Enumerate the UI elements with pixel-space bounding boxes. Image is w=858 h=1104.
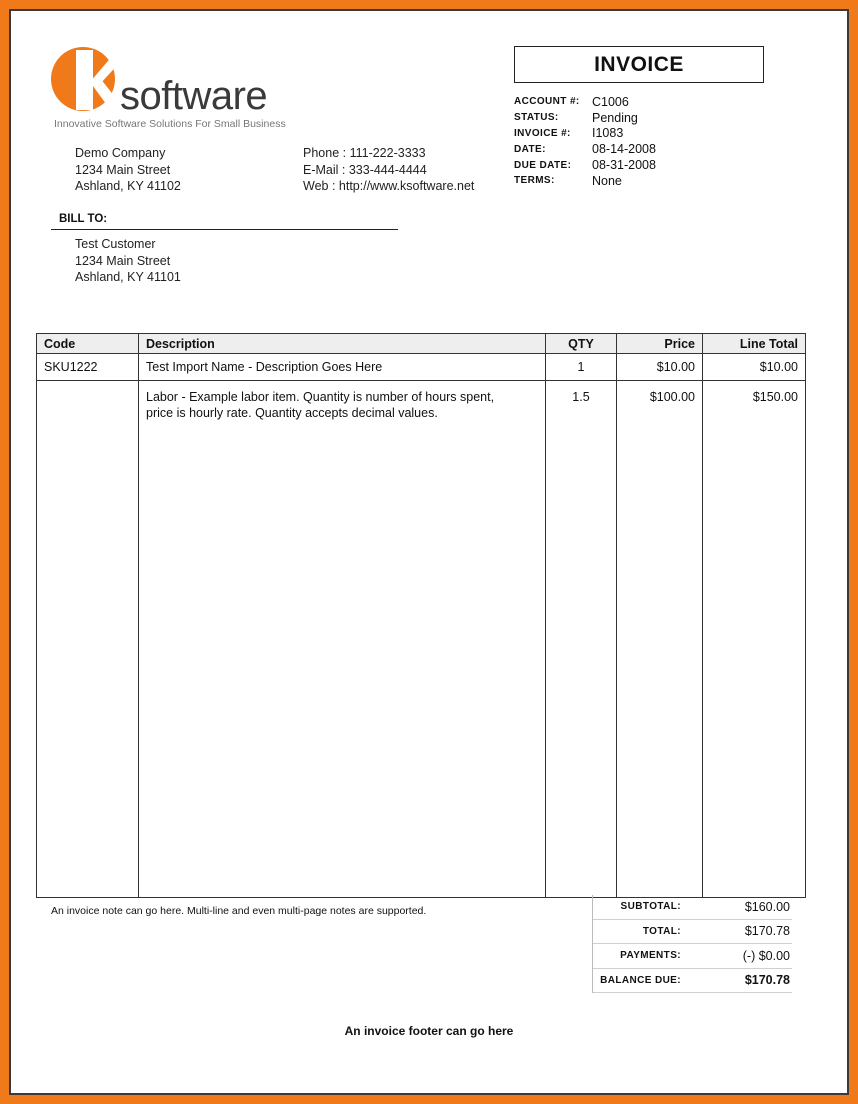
invoice-note: An invoice note can go here. Multi-line and even multi-page notes are supported. bbox=[51, 905, 427, 917]
company-address bbox=[75, 145, 181, 195]
company-email: E-Mail : 333-444-4444 bbox=[303, 162, 427, 177]
subtotal-row bbox=[593, 895, 792, 920]
balance-due-row bbox=[593, 969, 792, 994]
col-header-code: Code bbox=[37, 334, 139, 354]
total-value: $170.78 bbox=[744, 924, 790, 939]
col-header-description: Description bbox=[139, 334, 546, 354]
description-line: Labor - Example labor item. Quantity is number of hours spent, bbox=[146, 390, 495, 404]
cell-price: $10.00 bbox=[617, 354, 703, 381]
payments-label: PAYMENTS: bbox=[620, 950, 681, 962]
meta-value: 08-31-2008 bbox=[592, 158, 656, 173]
invoice-meta bbox=[514, 94, 656, 189]
meta-row-account bbox=[514, 94, 656, 110]
brand-wordmark: software bbox=[120, 74, 268, 118]
meta-value: 08-14-2008 bbox=[592, 142, 656, 157]
cell-description bbox=[139, 381, 546, 898]
cell-qty: 1.5 bbox=[546, 381, 617, 898]
cell-price: $100.00 bbox=[617, 381, 703, 898]
table-header-row bbox=[37, 334, 806, 354]
meta-value: Pending bbox=[592, 110, 638, 125]
k-logo-icon bbox=[50, 46, 122, 118]
total-label: TOTAL: bbox=[642, 925, 681, 937]
col-header-price: Price bbox=[617, 334, 703, 354]
payments-row bbox=[593, 944, 792, 969]
meta-row-terms bbox=[514, 173, 656, 189]
col-header-qty: QTY bbox=[546, 334, 617, 354]
balance-due-value: $170.78 bbox=[744, 973, 790, 988]
subtotal-value: $160.00 bbox=[744, 899, 790, 914]
subtotal-label: SUBTOTAL: bbox=[620, 901, 681, 913]
table-row bbox=[37, 381, 806, 898]
line-items-table bbox=[36, 333, 806, 898]
cell-description: Test Import Name - Description Goes Here bbox=[139, 354, 546, 381]
bill-to-title: BILL TO: bbox=[59, 213, 108, 225]
meta-label: DATE: bbox=[514, 143, 546, 155]
meta-value: None bbox=[592, 173, 622, 188]
bill-to-address bbox=[75, 236, 181, 286]
description-line: price is hourly rate. Quantity accepts decimal values. bbox=[146, 406, 438, 420]
invoice-footer: An invoice footer can go here bbox=[344, 1024, 514, 1038]
cell-code bbox=[37, 381, 139, 898]
col-header-line-total: Line Total bbox=[703, 334, 806, 354]
customer-name: Test Customer bbox=[75, 237, 156, 251]
meta-value: I1083 bbox=[592, 126, 624, 141]
total-row bbox=[593, 920, 792, 945]
company-web: Web : http://www.ksoftware.net bbox=[303, 179, 475, 193]
meta-label: STATUS: bbox=[514, 112, 559, 124]
cell-line-total: $10.00 bbox=[703, 354, 806, 381]
meta-value: C1006 bbox=[592, 94, 629, 109]
meta-label: TERMS: bbox=[514, 175, 555, 187]
totals-block bbox=[592, 895, 792, 993]
company-city: Ashland, KY 41102 bbox=[75, 179, 181, 193]
company-contact bbox=[303, 145, 474, 195]
brand-tagline: Innovative Software Solutions For Small Business bbox=[54, 118, 286, 130]
meta-row-due-date bbox=[514, 157, 656, 173]
meta-label: INVOICE #: bbox=[514, 127, 571, 139]
payments-value: (-) $0.00 bbox=[742, 948, 790, 963]
cell-code: SKU1222 bbox=[37, 354, 139, 381]
meta-label: DUE DATE: bbox=[514, 159, 572, 171]
customer-city: Ashland, KY 41101 bbox=[75, 270, 181, 284]
meta-label: ACCOUNT #: bbox=[514, 96, 580, 108]
cell-qty: 1 bbox=[546, 354, 617, 381]
table-row bbox=[37, 354, 806, 381]
meta-row-invoice-number bbox=[514, 126, 656, 142]
company-phone: Phone : 111-222-3333 bbox=[303, 146, 426, 160]
meta-row-status bbox=[514, 110, 656, 126]
bill-to-divider bbox=[51, 229, 398, 230]
invoice-title: INVOICE bbox=[514, 46, 764, 83]
balance-due-label: BALANCE DUE: bbox=[600, 974, 681, 986]
meta-row-date bbox=[514, 141, 656, 157]
cell-line-total: $150.00 bbox=[703, 381, 806, 898]
company-street: 1234 Main Street bbox=[75, 162, 171, 177]
company-name: Demo Company bbox=[75, 146, 166, 160]
customer-street: 1234 Main Street bbox=[75, 253, 171, 268]
logo-letter: K bbox=[50, 46, 51, 47]
